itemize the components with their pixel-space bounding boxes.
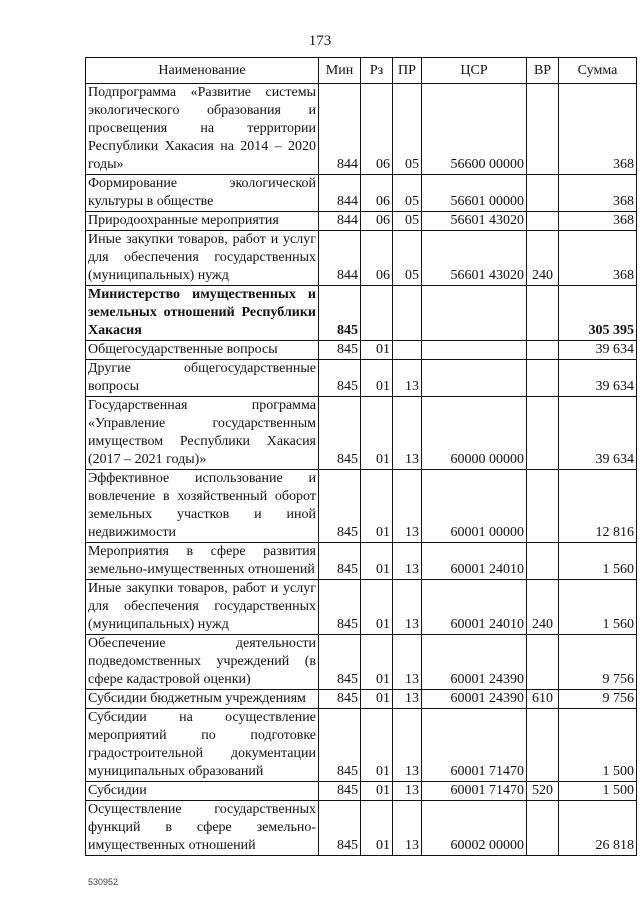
cell-csr: 56601 00000: [422, 175, 527, 212]
cell-vr: [527, 212, 559, 231]
table-row: [86, 175, 637, 212]
table-row: [86, 580, 637, 635]
cell-rz: 06: [361, 175, 393, 212]
cell-pr: 13: [393, 360, 422, 397]
cell-sum: 39 634: [559, 360, 637, 397]
cell-sum: 368: [559, 84, 637, 175]
cell-csr: 60001 24390: [422, 635, 527, 690]
cell-name: Субсидии на осуществление мероприятий по подготовке градостроительной документации муниципальных образований: [86, 709, 319, 782]
cell-vr: [527, 175, 559, 212]
cell-name: Другие общегосударственные вопросы: [86, 360, 319, 397]
cell-name: Обеспечение деятельности подведомственных учреждений (в сфере кадастровой оценки): [86, 635, 319, 690]
cell-vr: 520: [527, 782, 559, 801]
cell-sum: 26 818: [559, 801, 637, 856]
table-body: [86, 84, 637, 856]
cell-csr: 56601 43020: [422, 212, 527, 231]
cell-rz: 01: [361, 690, 393, 709]
table-row: [86, 782, 637, 801]
cell-pr: 13: [393, 543, 422, 580]
header-rz: Рз: [361, 58, 393, 84]
cell-name: Субсидии бюджетным учреждениям: [86, 690, 319, 709]
table-row: [86, 231, 637, 286]
cell-vr: [527, 341, 559, 360]
table-row: [86, 709, 637, 782]
table-row: [86, 212, 637, 231]
cell-pr: 13: [393, 397, 422, 470]
header-pr: ПР: [393, 58, 422, 84]
table-row: [86, 397, 637, 470]
cell-sum: 368: [559, 212, 637, 231]
cell-pr: 13: [393, 709, 422, 782]
cell-rz: [361, 286, 393, 341]
cell-pr: 13: [393, 782, 422, 801]
cell-pr: 13: [393, 635, 422, 690]
cell-vr: [527, 286, 559, 341]
table-header-row: [86, 58, 637, 84]
cell-sum: 9 756: [559, 635, 637, 690]
cell-min: 844: [319, 175, 361, 212]
cell-min: 844: [319, 212, 361, 231]
cell-csr: [422, 360, 527, 397]
cell-min: 845: [319, 341, 361, 360]
cell-name: Министерство имущественных и земельных отношений Республики Хакасия: [86, 286, 319, 341]
cell-csr: 60001 24010: [422, 580, 527, 635]
table-row: [86, 341, 637, 360]
cell-sum: 368: [559, 175, 637, 212]
cell-csr: 56601 43020: [422, 231, 527, 286]
table-row: [86, 470, 637, 543]
cell-pr: [393, 341, 422, 360]
cell-rz: 06: [361, 212, 393, 231]
cell-sum: 9 756: [559, 690, 637, 709]
cell-min: 845: [319, 635, 361, 690]
cell-min: 845: [319, 397, 361, 470]
cell-rz: 06: [361, 231, 393, 286]
cell-csr: 60001 71470: [422, 709, 527, 782]
footer-code: 530952: [88, 877, 119, 887]
cell-name: Общегосударственные вопросы: [86, 341, 319, 360]
cell-rz: 01: [361, 397, 393, 470]
cell-sum: 1 560: [559, 580, 637, 635]
cell-pr: 13: [393, 470, 422, 543]
cell-pr: 05: [393, 231, 422, 286]
cell-vr: 240: [527, 580, 559, 635]
cell-name: Иные закупки товаров, работ и услуг для обеспечения государственных (муниципальных) нужд: [86, 580, 319, 635]
cell-sum: 1 560: [559, 543, 637, 580]
cell-sum: 12 816: [559, 470, 637, 543]
cell-min: 845: [319, 360, 361, 397]
cell-min: 845: [319, 470, 361, 543]
page-number: 173: [308, 33, 332, 49]
header-csr: ЦСР: [422, 58, 527, 84]
cell-csr: 60001 24010: [422, 543, 527, 580]
cell-csr: [422, 341, 527, 360]
cell-csr: 60000 00000: [422, 397, 527, 470]
cell-min: 845: [319, 543, 361, 580]
cell-rz: 01: [361, 360, 393, 397]
cell-vr: [527, 543, 559, 580]
cell-rz: 06: [361, 84, 393, 175]
cell-vr: [527, 470, 559, 543]
cell-rz: 01: [361, 543, 393, 580]
cell-rz: 01: [361, 470, 393, 543]
cell-vr: [527, 397, 559, 470]
cell-name: Природоохранные мероприятия: [86, 212, 319, 231]
cell-min: 845: [319, 709, 361, 782]
cell-pr: 13: [393, 690, 422, 709]
cell-name: Субсидии: [86, 782, 319, 801]
cell-sum: 305 395: [559, 286, 637, 341]
cell-name: Формирование экологической культуры в обществе: [86, 175, 319, 212]
table-row: [86, 543, 637, 580]
table-row: [86, 286, 637, 341]
cell-csr: 56600 00000: [422, 84, 527, 175]
cell-vr: [527, 801, 559, 856]
cell-rz: 01: [361, 341, 393, 360]
cell-rz: 01: [361, 801, 393, 856]
cell-sum: 1 500: [559, 709, 637, 782]
header-sum: Сумма: [559, 58, 637, 84]
table-row: [86, 801, 637, 856]
cell-pr: [393, 286, 422, 341]
cell-sum: 39 634: [559, 397, 637, 470]
cell-sum: 1 500: [559, 782, 637, 801]
cell-vr: [527, 84, 559, 175]
header-vr: ВР: [527, 58, 559, 84]
cell-vr: [527, 709, 559, 782]
cell-pr: 13: [393, 580, 422, 635]
cell-csr: 60001 24390: [422, 690, 527, 709]
cell-name: Мероприятия в сфере развития земельно-имущественных отношений: [86, 543, 319, 580]
cell-sum: 39 634: [559, 341, 637, 360]
cell-pr: 05: [393, 84, 422, 175]
cell-min: 844: [319, 231, 361, 286]
cell-min: 844: [319, 84, 361, 175]
cell-pr: 05: [393, 175, 422, 212]
cell-name: Эффективное использование и вовлечение в хозяйственный оборот земельных участков и иной недвижимости: [86, 470, 319, 543]
table-row: [86, 360, 637, 397]
cell-min: 845: [319, 286, 361, 341]
cell-vr: 240: [527, 231, 559, 286]
cell-vr: [527, 635, 559, 690]
cell-rz: 01: [361, 782, 393, 801]
cell-min: 845: [319, 782, 361, 801]
cell-min: 845: [319, 801, 361, 856]
cell-csr: 60001 71470: [422, 782, 527, 801]
cell-min: 845: [319, 690, 361, 709]
cell-csr: [422, 286, 527, 341]
cell-min: 845: [319, 580, 361, 635]
cell-csr: 60002 00000: [422, 801, 527, 856]
cell-rz: 01: [361, 580, 393, 635]
cell-pr: 13: [393, 801, 422, 856]
table-row: [86, 690, 637, 709]
table-row: [86, 635, 637, 690]
cell-name: Государственная программа «Управление государственным имуществом Республики Хакасия (2017 – 2021 годы)»: [86, 397, 319, 470]
cell-name: Осуществление государственных функций в сфере земельно-имущественных отношений: [86, 801, 319, 856]
cell-name: Подпрограмма «Развитие системы экологического образования и просвещения на территории Республики Хакасия на 2014 – 2020 годы»: [86, 84, 319, 175]
cell-sum: 368: [559, 231, 637, 286]
cell-vr: 610: [527, 690, 559, 709]
cell-rz: 01: [361, 635, 393, 690]
cell-name: Иные закупки товаров, работ и услуг для обеспечения государственных (муниципальных) нужд: [86, 231, 319, 286]
cell-csr: 60001 00000: [422, 470, 527, 543]
cell-rz: 01: [361, 709, 393, 782]
header-name: Наименование: [86, 58, 319, 84]
cell-pr: 05: [393, 212, 422, 231]
header-min: Мин: [319, 58, 361, 84]
table-row: [86, 84, 637, 175]
cell-vr: [527, 360, 559, 397]
budget-table: [85, 57, 637, 856]
